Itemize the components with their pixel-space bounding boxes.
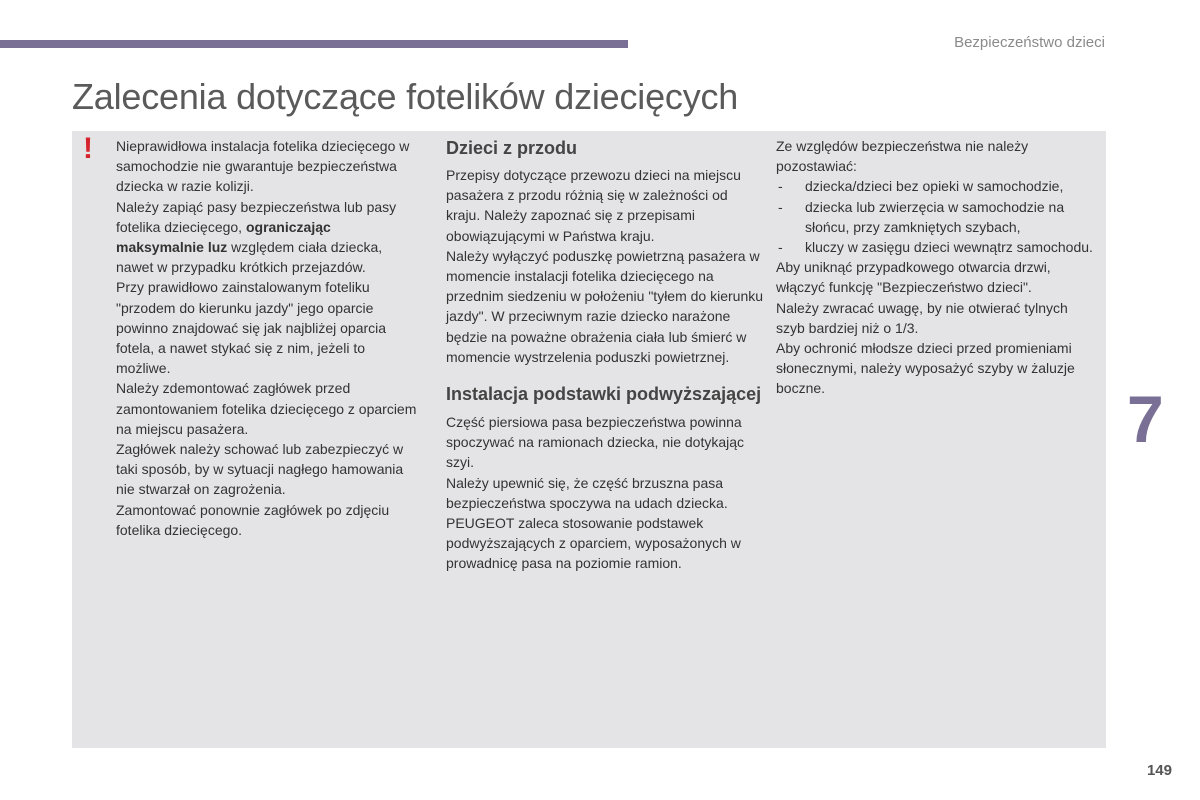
page-number: 149 bbox=[1146, 762, 1172, 779]
front-paragraph-2: Należy wyłączyć poduszkę powietrzną pasażera w momencie instalacji fotelika dziecięcego na przednim siedzeniu w położeniu "tyłem do kierunku jazdy". W przeciwnym razie dziecko narażone będzie na poważne obrażenia ciała lub śmierć w momencie wystrzelenia poduszki powietrznej. bbox=[446, 247, 764, 365]
warning-paragraph-2 bbox=[116, 197, 422, 278]
warning-paragraph-1: Nieprawidłowa instalacja fotelika dziecięcego w samochodzie nie gwarantuje bezpieczeństwa dziecka w razie kolizji. bbox=[116, 138, 410, 195]
list-item: - dziecka/dzieci bez opieki w samochodzie, bbox=[776, 176, 1096, 196]
warning-paragraph-3: Przy prawidłowo zainstalowanym foteliku "przodem do kierunku jazdy" jego oparcie powinno znajdować się jak najbliżej oparcia fotela, a nawet stykać się z nim, jeżeli to możliwe. bbox=[116, 279, 387, 377]
heading-children-front: Dzieci z przodu bbox=[446, 138, 578, 158]
warning-paragraph-2-text-a: Należy zapiąć pasy bezpieczeństwa lub pasy fotelika dziecięcego, bbox=[116, 198, 397, 235]
right-paragraph-1: Ze względów bezpieczeństwa nie należy pozostawiać: bbox=[776, 138, 1029, 175]
warning-paragraph-4: Należy zdemontować zagłówek przed zamontowaniem fotelika dziecięcego z oparciem na miejscu pasażera. bbox=[116, 380, 417, 437]
right-column bbox=[776, 136, 1096, 399]
section-label: Bezpieczeństwo dzieci bbox=[954, 34, 1105, 51]
list-item: - kluczy w zasięgu dzieci wewnątrz samochodu. bbox=[776, 237, 1096, 257]
warning-paragraph-5: Zagłówek należy schować lub zabezpieczyć w taki sposób, by w sytuacji nagłego hamowania nie stwarzał on zagrożenia. bbox=[116, 441, 404, 498]
header-accent-bar bbox=[0, 40, 628, 48]
bullet-list bbox=[776, 176, 1096, 257]
booster-paragraph-1: Część piersiowa pasa bezpieczeństwa powinna spoczywać na ramionach dziecka, nie dotykając szyi. bbox=[446, 414, 745, 471]
chapter-number: 7 bbox=[1127, 382, 1164, 456]
right-paragraph-2: Aby uniknąć przypadkowego otwarcia drzwi, włączyć funkcję "Bezpieczeństwo dzieci". bbox=[776, 259, 1051, 296]
warning-icon: ! bbox=[83, 132, 93, 165]
warning-column bbox=[116, 136, 422, 540]
right-paragraph-4: Aby ochronić młodsze dzieci przed promieniami słonecznymi, należy wyposażyć szyby w żaluzje boczne. bbox=[776, 340, 1075, 397]
booster-paragraph-2: Należy upewnić się, że część brzuszna pasa bezpieczeństwa spoczywa na udach dziecka. bbox=[446, 474, 728, 511]
booster-paragraph-3: PEUGEOT zaleca stosowanie podstawek podwyższających z oparciem, wyposażonych w prowadnicę pasa na poziomie ramion. bbox=[446, 515, 741, 572]
middle-column bbox=[446, 136, 764, 574]
list-item: - dziecka lub zwierzęcia w samochodzie na słońcu, przy zamkniętych szybach, bbox=[776, 197, 1096, 237]
front-paragraph-1: Przepisy dotyczące przewozu dzieci na miejscu pasażera z przodu różnią się w zależności od kraju. Należy zapoznać się z przepisami obowiązującymi w Państwa kraju. bbox=[446, 167, 741, 244]
heading-booster-seat: Instalacja podstawki podwyższającej bbox=[446, 384, 762, 405]
page-title: Zalecenia dotyczące fotelików dziecięcych bbox=[72, 76, 739, 117]
warning-paragraph-2-bold: ograniczając maksymalnie luz bbox=[116, 218, 331, 256]
warning-paragraph-6: Zamontować ponownie zagłówek po zdjęciu fotelika dziecięcego. bbox=[116, 501, 390, 538]
right-paragraph-3: Należy zwracać uwagę, by nie otwierać tylnych szyb bardziej niż o 1/3. bbox=[776, 299, 1068, 336]
warning-paragraph-2-text-b: względem ciała dziecka, nawet w przypadku krótkich przejazdów. bbox=[116, 239, 383, 276]
